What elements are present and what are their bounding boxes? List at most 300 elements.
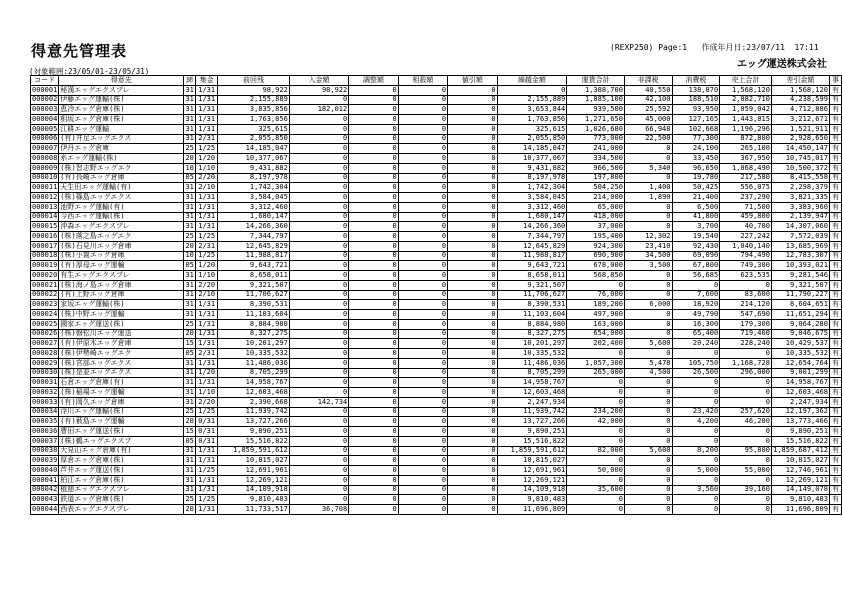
cell-flag: 有 bbox=[829, 280, 841, 290]
cell-consumption-tax: 0 bbox=[672, 495, 720, 505]
cell-freight-total: 163,000 bbox=[567, 319, 625, 329]
cell-code: 000035 bbox=[32, 417, 58, 426]
cell-discount: 0 bbox=[448, 115, 497, 125]
cell-payment: 0 bbox=[289, 417, 348, 427]
table-row bbox=[31, 368, 842, 378]
cell-sales-total: 0 bbox=[720, 456, 772, 466]
cell-consumption-tax: 3,700 bbox=[672, 222, 720, 232]
cell-adjustment: 0 bbox=[349, 115, 398, 125]
cell-closing-day: 05 bbox=[185, 173, 194, 182]
cell-discount: 0 bbox=[448, 505, 497, 515]
cell-customer: 石倉エッグ倉庫(有) bbox=[59, 378, 184, 388]
cell-previous-balance: 11,733,517 bbox=[218, 505, 290, 515]
cell-previous-balance: 98,922 bbox=[218, 85, 290, 95]
cell-sales-total: 296,000 bbox=[720, 368, 772, 378]
cell-customer: (株)伊勢崎エッグエク bbox=[59, 349, 184, 359]
cell-freight-total: 197,800 bbox=[567, 173, 625, 183]
cell-carryover: 9,810,483 bbox=[497, 495, 567, 505]
cell-adjustment: 0 bbox=[349, 505, 398, 515]
cell-closing-day: 25 bbox=[185, 495, 194, 504]
cell-code: 000036 bbox=[32, 426, 58, 435]
cell-previous-balance: 9,810,483 bbox=[218, 495, 290, 505]
cell-discount: 0 bbox=[448, 349, 497, 359]
cell-net-amount: 12,197,362 bbox=[771, 407, 829, 417]
cell-code: 000040 bbox=[32, 465, 58, 474]
page-number: Page:1 bbox=[658, 43, 688, 52]
cell-discount: 0 bbox=[448, 446, 497, 456]
cell-discount: 0 bbox=[448, 495, 497, 505]
cell-consumption-tax: 33,450 bbox=[672, 154, 720, 164]
cell-previous-balance: 15,516,822 bbox=[218, 436, 290, 446]
cell-collection: 1/31 bbox=[196, 446, 218, 456]
cell-code: 000017 bbox=[32, 241, 58, 250]
cell-collection: 2/10 bbox=[196, 290, 218, 300]
cell-collection: 1/20 bbox=[196, 154, 218, 164]
cell-net-amount: 3,821,335 bbox=[771, 193, 829, 203]
cell-adjustment: 0 bbox=[349, 280, 398, 290]
cell-non-taxable: 0 bbox=[624, 417, 672, 427]
cell-code: 000041 bbox=[32, 475, 58, 484]
cell-customer: 秘漢エッグエクスプレ bbox=[59, 85, 184, 95]
cell-sales-total: 1,068,490 bbox=[720, 163, 772, 173]
cell-previous-balance: 2,155,889 bbox=[218, 95, 290, 105]
cell-closing-day: 31 bbox=[185, 309, 194, 318]
cell-net-amount: 9,321,507 bbox=[771, 280, 829, 290]
cell-offset: 0 bbox=[398, 505, 447, 515]
cell-adjustment: 0 bbox=[349, 495, 398, 505]
cell-offset: 0 bbox=[398, 397, 447, 407]
table-row bbox=[31, 397, 842, 407]
column-header-carryover: 繰越金額 bbox=[497, 76, 567, 86]
cell-offset: 0 bbox=[398, 446, 447, 456]
cell-freight-total: 0 bbox=[567, 427, 625, 437]
cell-consumption-tax: 6,500 bbox=[672, 202, 720, 212]
cell-discount: 0 bbox=[448, 300, 497, 310]
cell-sales-total: 0 bbox=[720, 388, 772, 398]
cell-carryover: 8,658,011 bbox=[497, 271, 567, 281]
cell-code: 000006 bbox=[32, 134, 58, 143]
cell-net-amount: 1,568,120 bbox=[771, 85, 829, 95]
cell-flag: 有 bbox=[829, 407, 841, 417]
cell-offset: 0 bbox=[398, 134, 447, 144]
cell-adjustment: 0 bbox=[349, 329, 398, 339]
cell-non-taxable: 0 bbox=[624, 144, 672, 154]
cell-customer: (株)宮部エッグエクス bbox=[59, 358, 184, 368]
cell-previous-balance: 1,742,304 bbox=[218, 183, 290, 193]
cell-offset: 0 bbox=[398, 417, 447, 427]
cell-code: 000023 bbox=[32, 300, 58, 309]
cell-net-amount: 3,383,960 bbox=[771, 202, 829, 212]
column-header-customer: 得意先 bbox=[59, 76, 184, 86]
cell-closing-day: 15 bbox=[185, 339, 194, 348]
cell-sales-total: 1,196,296 bbox=[720, 124, 772, 134]
cell-collection: 2/31 bbox=[196, 134, 218, 144]
cell-flag: 有 bbox=[829, 329, 841, 339]
cell-customer: 國家エッグ運送(株) bbox=[59, 319, 184, 329]
cell-flag: 有 bbox=[829, 163, 841, 173]
cell-customer: 糸エッグ運輸(株) bbox=[59, 154, 184, 164]
cell-code: 000018 bbox=[32, 251, 58, 260]
cell-freight-total: 0 bbox=[567, 505, 625, 515]
cell-code: 000009 bbox=[32, 163, 58, 172]
cell-carryover: 13,727,266 bbox=[497, 417, 567, 427]
cell-adjustment: 0 bbox=[349, 261, 398, 271]
table-row bbox=[31, 241, 842, 251]
cell-sales-total: 749,300 bbox=[720, 261, 772, 271]
cell-discount: 0 bbox=[448, 397, 497, 407]
cell-freight-total: 0 bbox=[567, 397, 625, 407]
cell-collection: 1/31 bbox=[196, 339, 218, 349]
cell-payment: 0 bbox=[289, 475, 348, 485]
table-row bbox=[31, 115, 842, 125]
cell-consumption-tax: 0 bbox=[672, 280, 720, 290]
cell-discount: 0 bbox=[448, 261, 497, 271]
cell-collection: 0/31 bbox=[196, 436, 218, 446]
cell-customer: (有)伊原木エッグ倉庫 bbox=[59, 339, 184, 349]
cell-freight-total: 0 bbox=[567, 378, 625, 388]
cell-non-taxable: 0 bbox=[624, 505, 672, 515]
cell-carryover: 0 bbox=[497, 85, 567, 95]
cell-closing-day: 20 bbox=[185, 417, 194, 426]
cell-net-amount: 9,001,299 bbox=[771, 368, 829, 378]
cell-sales-total: 237,290 bbox=[720, 193, 772, 203]
cell-offset: 0 bbox=[398, 339, 447, 349]
cell-code: 000034 bbox=[32, 407, 58, 416]
cell-closing-day: 31 bbox=[185, 358, 194, 367]
cell-customer: (有)井足エッグエクス bbox=[59, 134, 184, 144]
cell-payment: 182,012 bbox=[289, 105, 348, 115]
cell-consumption-tax: 50,425 bbox=[672, 183, 720, 193]
cell-offset: 0 bbox=[398, 232, 447, 242]
cell-discount: 0 bbox=[448, 271, 497, 281]
cell-customer: (有)長崎エッグ倉庫 bbox=[59, 173, 184, 183]
cell-non-taxable: 0 bbox=[624, 202, 672, 212]
cell-freight-total: 497,900 bbox=[567, 310, 625, 320]
cell-customer: (株)習志野エッグエク bbox=[59, 163, 184, 173]
cell-adjustment: 0 bbox=[349, 300, 398, 310]
cell-code: 000007 bbox=[32, 144, 58, 153]
column-header-closing-day: 締 bbox=[184, 76, 196, 86]
cell-carryover: 11,939,742 bbox=[497, 407, 567, 417]
cell-adjustment: 0 bbox=[349, 105, 398, 115]
cell-net-amount: 13,773,466 bbox=[771, 417, 829, 427]
cell-previous-balance: 14,266,360 bbox=[218, 222, 290, 232]
cell-net-amount: 14,450,147 bbox=[771, 144, 829, 154]
cell-closing-day: 25 bbox=[185, 144, 194, 153]
cell-collection: 1/25 bbox=[196, 232, 218, 242]
cell-offset: 0 bbox=[398, 378, 447, 388]
cell-adjustment: 0 bbox=[349, 436, 398, 446]
cell-closing-day: 31 bbox=[185, 183, 194, 192]
cell-carryover: 12,691,961 bbox=[497, 466, 567, 476]
table-row bbox=[31, 329, 842, 339]
cell-adjustment: 0 bbox=[349, 388, 398, 398]
cell-offset: 0 bbox=[398, 163, 447, 173]
cell-freight-total: 202,400 bbox=[567, 339, 625, 349]
cell-adjustment: 0 bbox=[349, 222, 398, 232]
cell-collection: 1/20 bbox=[196, 261, 218, 271]
table-row bbox=[31, 495, 842, 505]
cell-carryover: 10,335,532 bbox=[497, 349, 567, 359]
cell-customer: 有生エッグエクスプレ bbox=[59, 271, 184, 281]
cell-payment: 0 bbox=[289, 436, 348, 446]
cell-flag: 有 bbox=[829, 319, 841, 329]
cell-non-taxable: 0 bbox=[624, 485, 672, 495]
cell-discount: 0 bbox=[448, 183, 497, 193]
cell-consumption-tax: 5,000 bbox=[672, 466, 720, 476]
cell-sales-total: 40,700 bbox=[720, 222, 772, 232]
cell-previous-balance: 9,643,721 bbox=[218, 261, 290, 271]
cell-payment: 0 bbox=[289, 183, 348, 193]
cell-carryover: 8,705,299 bbox=[497, 368, 567, 378]
cell-carryover: 2,055,850 bbox=[497, 134, 567, 144]
cell-customer: 鉄道エッグ倉庫(株) bbox=[59, 495, 184, 505]
cell-offset: 0 bbox=[398, 173, 447, 183]
cell-discount: 0 bbox=[448, 163, 497, 173]
cell-code: 000026 bbox=[32, 329, 58, 338]
cell-freight-total: 42,000 bbox=[567, 417, 625, 427]
cell-payment: 0 bbox=[289, 427, 348, 437]
cell-customer: (有)岡久エッグ倉庫 bbox=[59, 397, 184, 407]
cell-customer: 沖森エッグエクスプレ bbox=[59, 222, 184, 232]
cell-closing-day: 05 bbox=[185, 261, 194, 270]
cell-closing-day: 31 bbox=[185, 134, 194, 143]
cell-code: 000020 bbox=[32, 270, 58, 279]
cell-sales-total: 265,100 bbox=[720, 144, 772, 154]
cell-consumption-tax: 69,090 bbox=[672, 251, 720, 261]
cell-freight-total: 0 bbox=[567, 349, 625, 359]
cell-collection: 2/31 bbox=[196, 349, 218, 359]
cell-closing-day: 31 bbox=[185, 270, 194, 279]
cell-discount: 0 bbox=[448, 222, 497, 232]
cell-closing-day: 31 bbox=[185, 222, 194, 231]
cell-consumption-tax: 24,100 bbox=[672, 144, 720, 154]
cell-carryover: 9,643,721 bbox=[497, 261, 567, 271]
cell-customer: (株)落之島エッグエク bbox=[59, 232, 184, 242]
cell-discount: 0 bbox=[448, 134, 497, 144]
table-row bbox=[31, 202, 842, 212]
cell-offset: 0 bbox=[398, 193, 447, 203]
cell-previous-balance: 8,658,011 bbox=[218, 271, 290, 281]
cell-carryover: 15,516,822 bbox=[497, 436, 567, 446]
cell-net-amount: 7,572,039 bbox=[771, 232, 829, 242]
cell-flag: 有 bbox=[829, 193, 841, 203]
cell-carryover: 11,706,627 bbox=[497, 290, 567, 300]
cell-carryover: 7,344,797 bbox=[497, 232, 567, 242]
cell-consumption-tax: 127,165 bbox=[672, 115, 720, 125]
cell-closing-day: 31 bbox=[185, 475, 194, 484]
cell-net-amount: 14,149,078 bbox=[771, 485, 829, 495]
cell-net-amount: 4,712,886 bbox=[771, 105, 829, 115]
created-date: 23/07/11 bbox=[746, 43, 785, 52]
cell-sales-total: 214,120 bbox=[720, 300, 772, 310]
cell-adjustment: 0 bbox=[349, 144, 398, 154]
cell-code: 000024 bbox=[32, 309, 58, 318]
cell-payment: 0 bbox=[289, 134, 348, 144]
cell-non-taxable: 25,592 bbox=[624, 105, 672, 115]
cell-flag: 有 bbox=[829, 310, 841, 320]
cell-freight-total: 0 bbox=[567, 495, 625, 505]
cell-non-taxable: 0 bbox=[624, 427, 672, 437]
cell-customer: 西表エッグエクスプレ bbox=[59, 505, 184, 515]
table-row bbox=[31, 378, 842, 388]
cell-code: 000005 bbox=[32, 124, 58, 133]
cell-collection: 1/31 bbox=[196, 105, 218, 115]
cell-sales-total: 0 bbox=[720, 436, 772, 446]
table-row bbox=[31, 134, 842, 144]
cell-closing-day: 31 bbox=[185, 465, 194, 474]
cell-net-amount: 9,046,675 bbox=[771, 329, 829, 339]
cell-previous-balance: 12,269,121 bbox=[218, 475, 290, 485]
cell-sales-total: 0 bbox=[720, 495, 772, 505]
cell-code: 000027 bbox=[32, 339, 58, 348]
column-header-freight-total: 運賃合計 bbox=[567, 76, 625, 86]
cell-flag: 有 bbox=[829, 495, 841, 505]
cell-code: 000033 bbox=[32, 397, 58, 406]
cell-offset: 0 bbox=[398, 271, 447, 281]
cell-code: 000029 bbox=[32, 358, 58, 367]
cell-sales-total: 547,690 bbox=[720, 310, 772, 320]
cell-collection: 1/25 bbox=[196, 495, 218, 505]
cell-carryover: 325,615 bbox=[497, 124, 567, 134]
cell-sales-total: 179,300 bbox=[720, 319, 772, 329]
cell-payment: 0 bbox=[289, 485, 348, 495]
table-row bbox=[31, 339, 842, 349]
cell-payment: 0 bbox=[289, 163, 348, 173]
cell-customer: (株)稲場エッグ運輸 bbox=[59, 388, 184, 398]
cell-net-amount: 9,281,546 bbox=[771, 271, 829, 281]
cell-freight-total: 1,388,700 bbox=[567, 85, 625, 95]
cell-payment: 0 bbox=[289, 193, 348, 203]
cell-adjustment: 0 bbox=[349, 154, 398, 164]
cell-closing-day: 31 bbox=[185, 202, 194, 211]
cell-offset: 0 bbox=[398, 115, 447, 125]
cell-adjustment: 0 bbox=[349, 183, 398, 193]
cell-discount: 0 bbox=[448, 319, 497, 329]
cell-non-taxable: 0 bbox=[624, 466, 672, 476]
cell-adjustment: 0 bbox=[349, 339, 398, 349]
cell-offset: 0 bbox=[398, 124, 447, 134]
cell-adjustment: 0 bbox=[349, 202, 398, 212]
cell-adjustment: 0 bbox=[349, 446, 398, 456]
cell-freight-total: 37,000 bbox=[567, 222, 625, 232]
cell-flag: 有 bbox=[829, 232, 841, 242]
cell-closing-day: 31 bbox=[185, 114, 194, 123]
cell-code: 000016 bbox=[32, 231, 58, 240]
cell-flag: 有 bbox=[829, 388, 841, 398]
cell-non-taxable: 66,948 bbox=[624, 124, 672, 134]
cell-consumption-tax: 20,240 bbox=[672, 339, 720, 349]
cell-discount: 0 bbox=[448, 388, 497, 398]
date-label: 作成年月日: bbox=[701, 43, 747, 52]
cell-consumption-tax: 0 bbox=[672, 505, 720, 515]
table-row bbox=[31, 232, 842, 242]
cell-payment: 0 bbox=[289, 495, 348, 505]
cell-collection: 1/25 bbox=[196, 407, 218, 417]
cell-flag: 有 bbox=[829, 436, 841, 446]
cell-sales-total: 794,490 bbox=[720, 251, 772, 261]
cell-code: 000010 bbox=[32, 173, 58, 182]
table-row bbox=[31, 475, 842, 485]
table-row bbox=[31, 407, 842, 417]
cell-net-amount: 12,269,121 bbox=[771, 475, 829, 485]
cell-payment: 0 bbox=[289, 290, 348, 300]
cell-carryover: 11,696,809 bbox=[497, 505, 567, 515]
cell-sales-total: 257,620 bbox=[720, 407, 772, 417]
cell-sales-total: 0 bbox=[720, 475, 772, 485]
cell-non-taxable: 3,500 bbox=[624, 261, 672, 271]
cell-discount: 0 bbox=[448, 95, 497, 105]
cell-adjustment: 0 bbox=[349, 241, 398, 251]
cell-consumption-tax: 41,800 bbox=[672, 212, 720, 222]
cell-closing-day: 20 bbox=[185, 241, 194, 250]
table-row bbox=[31, 358, 842, 368]
cell-carryover: 14,266,360 bbox=[497, 222, 567, 232]
cell-offset: 0 bbox=[398, 475, 447, 485]
cell-net-amount: 9,890,251 bbox=[771, 427, 829, 437]
cell-net-amount: 14,958,767 bbox=[771, 378, 829, 388]
cell-freight-total: 189,200 bbox=[567, 300, 625, 310]
cell-closing-day: 10 bbox=[185, 251, 194, 260]
cell-offset: 0 bbox=[398, 466, 447, 476]
table-row bbox=[31, 124, 842, 134]
cell-previous-balance: 14,958,767 bbox=[218, 378, 290, 388]
cell-sales-total: 367,950 bbox=[720, 154, 772, 164]
cell-consumption-tax: 56,685 bbox=[672, 271, 720, 281]
cell-closing-day: 31 bbox=[185, 192, 194, 201]
cell-previous-balance: 1,763,856 bbox=[218, 115, 290, 125]
cell-flag: 有 bbox=[829, 427, 841, 437]
cell-previous-balance: 3,584,045 bbox=[218, 193, 290, 203]
cell-payment: 0 bbox=[289, 368, 348, 378]
cell-adjustment: 0 bbox=[349, 456, 398, 466]
cell-non-taxable: 0 bbox=[624, 310, 672, 320]
cell-payment: 0 bbox=[289, 251, 348, 261]
cell-payment: 0 bbox=[289, 446, 348, 456]
cell-offset: 0 bbox=[398, 154, 447, 164]
table-row bbox=[31, 144, 842, 154]
cell-offset: 0 bbox=[398, 300, 447, 310]
cell-freight-total: 773,000 bbox=[567, 134, 625, 144]
cell-net-amount: 10,745,017 bbox=[771, 154, 829, 164]
cell-collection: 1/10 bbox=[196, 163, 218, 173]
table-row bbox=[31, 485, 842, 495]
cell-customer: 曹田エッグ運送(株) bbox=[59, 427, 184, 437]
cell-sales-total: 1,443,815 bbox=[720, 115, 772, 125]
cell-code: 000042 bbox=[32, 485, 58, 494]
cell-sales-total: 2,082,710 bbox=[720, 95, 772, 105]
table-row bbox=[31, 456, 842, 466]
cell-code: 000039 bbox=[32, 456, 58, 465]
cell-discount: 0 bbox=[448, 427, 497, 437]
cell-offset: 0 bbox=[398, 280, 447, 290]
cell-freight-total: 504,250 bbox=[567, 183, 625, 193]
cell-flag: 有 bbox=[829, 251, 841, 261]
cell-offset: 0 bbox=[398, 222, 447, 232]
cell-non-taxable: 22,500 bbox=[624, 134, 672, 144]
table-row bbox=[31, 173, 842, 183]
cell-freight-total: 0 bbox=[567, 388, 625, 398]
cell-consumption-tax: 188,510 bbox=[672, 95, 720, 105]
cell-carryover: 9,890,251 bbox=[497, 427, 567, 437]
cell-discount: 0 bbox=[448, 456, 497, 466]
cell-payment: 0 bbox=[289, 349, 348, 359]
cell-customer: 天生田エッグ運輸(有) bbox=[59, 183, 184, 193]
cell-flag: 有 bbox=[829, 505, 841, 515]
cell-flag: 有 bbox=[829, 397, 841, 407]
cell-payment: 0 bbox=[289, 144, 348, 154]
cell-flag: 有 bbox=[829, 134, 841, 144]
